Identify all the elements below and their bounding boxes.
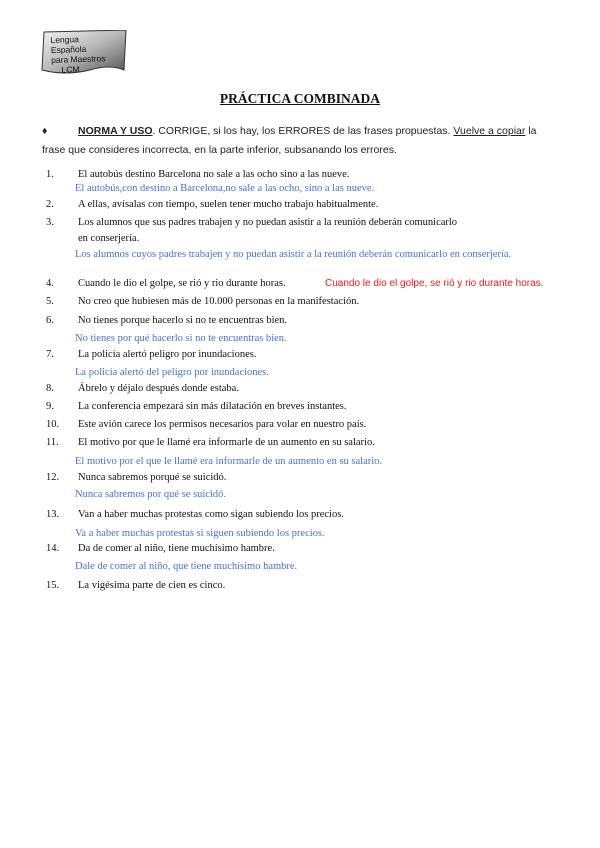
item-number: 10. <box>46 419 60 430</box>
item-sentence: No tienes porque hacerlo si no te encuentras bien. <box>78 315 288 326</box>
instruction-emphasis: Vuelve a copiar <box>453 125 526 137</box>
item-number: 2. <box>46 199 54 210</box>
item-number: 4. <box>46 278 54 289</box>
logo-line: para Maestros <box>51 53 106 66</box>
item-number: 3. <box>46 217 54 228</box>
item-sentence: Da de comer al niño, tiene muchísimo hambre. <box>78 543 275 554</box>
item-number: 13. <box>46 509 60 520</box>
instruction-text: la frase que consideres incorrecta, en la parte inferior, subsanando los errores. <box>42 125 537 156</box>
item-sentence: La policía alertó peligro por inundaciones. <box>78 349 257 360</box>
page-title: PRÁCTICA COMBINADA <box>219 91 381 106</box>
item-sentence: Cuando le dio el golpe, se rió y rio durante horas. <box>78 278 286 289</box>
item-number: 7. <box>46 349 54 360</box>
correction-line: Dale de comer al niño, que tiene muchísimo hambre. <box>75 561 298 572</box>
correction-line: El autobús,con destino a Barcelona,no sale a las ocho, sino a las nueve. <box>75 183 375 194</box>
correction-line: Los alumnos cuyos padres trabajen y no puedan asistir a la reunión deberán comunicarlo en conserjería. <box>75 249 512 260</box>
correction-line: Va a haber muchas protestas si siguen subiendo los precios. <box>75 528 325 539</box>
instruction-paragraph <box>42 122 542 160</box>
item-sentence: Van a haber muchas protestas como sigan subiendo los precios. <box>78 509 344 520</box>
item-number: 11. <box>46 437 59 448</box>
correction-inline: Cuando le dio el golpe, se rió y rio durante horas. <box>325 278 544 289</box>
instruction-heading: NORMA Y USO <box>78 125 153 137</box>
item-sentence: El autobús destino Barcelona no sale a las ocho sino a las nueve. <box>78 169 350 180</box>
correction-line: No tienes por qué hacerlo si no te encuentras bien. <box>75 333 287 344</box>
item-number: 5. <box>46 296 54 307</box>
item-sentence: Nunca sabremos porqué se suicidó. <box>78 472 227 483</box>
diamond-bullet-icon: ♦ <box>42 125 48 137</box>
item-number: 1. <box>46 169 54 180</box>
item-sentence: A ellas, avísalas con tiempo, suelen tener mucho trabajo habitualmente. <box>78 199 379 210</box>
item-number: 12. <box>46 472 60 483</box>
item-sentence: La vigésima parte de cien es cinco. <box>78 580 226 591</box>
item-sentence: El motivo por que le llamé era informarle de un aumento en su salario. <box>78 437 375 448</box>
correction-line: El motivo por el que le llamé era informarle de un aumento en su salario. <box>75 456 383 467</box>
correction-line: Nunca sabremos por qué se suicidó. <box>75 489 227 500</box>
instruction-text: . CORRIGE, si los hay, los ERRORES de las frases propuestas. <box>152 125 454 137</box>
item-number: 9. <box>46 401 54 412</box>
logo-text <box>50 33 113 75</box>
item-sentence-continuation: en conserjería. <box>78 233 140 244</box>
item-number: 15. <box>46 580 60 591</box>
item-sentence: Ábrelo y déjalo después donde estaba. <box>78 383 239 394</box>
logo-badge <box>40 30 127 74</box>
correction-line: La policía alertó del peligro por inundaciones. <box>75 367 269 378</box>
item-number: 8. <box>46 383 54 394</box>
item-sentence: La conferencia empezará sin más dilatación en breves instantes. <box>78 401 347 412</box>
logo-line: LCM <box>61 64 80 75</box>
item-sentence: No creo que hubiesen más de 10.000 personas en la manifestación. <box>78 296 360 307</box>
item-sentence: Los alumnos que sus padres trabajen y no puedan asistir a la reunión deberán comunicarlo <box>78 217 458 228</box>
item-number: 14. <box>46 543 60 554</box>
item-number: 6. <box>46 315 54 326</box>
item-sentence: Este avión carece los permisos necesarios para volar en nuestro país. <box>78 419 367 430</box>
logo-line: Lengua Española <box>50 34 87 56</box>
